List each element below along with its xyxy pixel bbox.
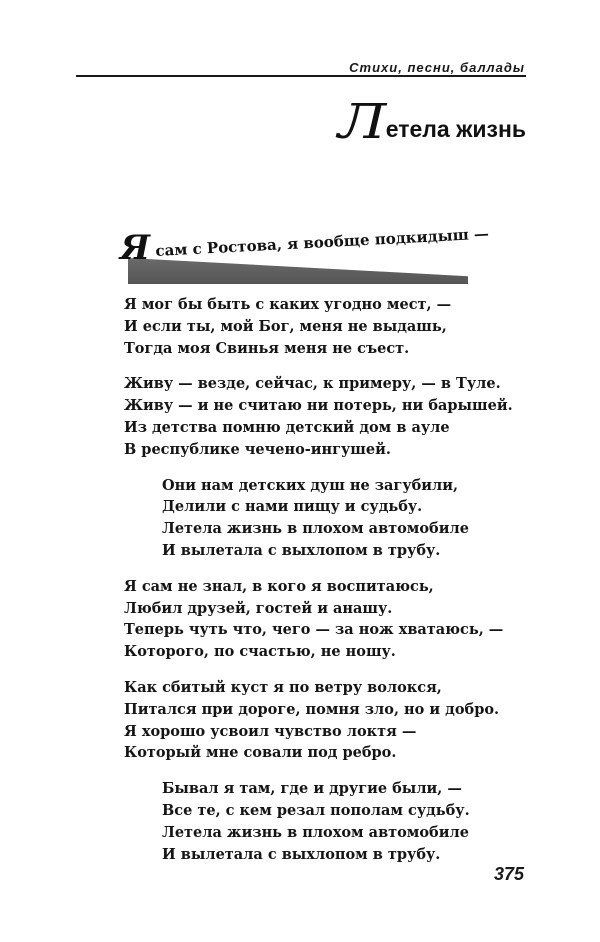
epigraph <box>120 224 490 286</box>
poem-line: Теперь чуть что, чего — за нож хватаюсь, — <box>124 621 504 639</box>
poem-line: Любил друзей, гостей и анашу. <box>124 599 393 617</box>
poem-line: И если ты, мой Бог, меня не выдашь, <box>124 317 447 335</box>
stanza <box>124 778 513 865</box>
poem-line: Летела жизнь в плохом автомобиле <box>162 823 469 841</box>
stanza <box>124 677 513 764</box>
poem-line: Который мне совали под ребро. <box>124 744 397 762</box>
poem-line: Живу — везде, сейчас, к примеру, — в Туле. <box>124 375 501 393</box>
epigraph-text: сам с Ростова, я вообще подкидыш — <box>155 224 490 260</box>
poem-line: В республике чечено-ингушей. <box>124 440 391 458</box>
poem-line: Они нам детских душ не загубили, <box>162 476 459 494</box>
page-number: 375 <box>493 864 524 884</box>
poem-line: Я сам не знал, в кого я воспитаюсь, <box>124 577 434 595</box>
poem-line: Я мог бы быть с каких угодно мест, — <box>124 296 452 313</box>
running-head: Стихи, песни, баллады <box>349 60 525 75</box>
poem-line: Все те, с кем резал пополам судьбу. <box>162 801 470 819</box>
stanza <box>124 576 513 663</box>
poem-line: Летела жизнь в плохом автомобиле <box>162 520 469 538</box>
title-text: етела жизнь <box>385 116 526 142</box>
stanza <box>124 475 513 562</box>
stanza <box>124 373 513 460</box>
poem-line: Питался при дороге, помня зло, но и добро. <box>124 700 500 718</box>
poem-line: Которого, по счастью, не ношу. <box>124 643 396 661</box>
poem-line: Живу — и не считаю ни потерь, ни барышей. <box>124 397 513 415</box>
epigraph-initial: Я <box>120 228 150 268</box>
poem-line: Бывал я там, где и другие были, — <box>162 780 462 798</box>
poem-line: Как сбитый куст я по ветру волокся, <box>124 678 442 696</box>
poem-line: Делили с нами пищу и судьбу. <box>162 498 423 516</box>
epigraph-banner <box>128 258 468 284</box>
poem-body <box>124 294 513 879</box>
poem-line: Я хорошо усвоил чувство локтя — <box>124 722 417 740</box>
poem-line: И вылетала с выхлопом в трубу. <box>162 845 441 863</box>
poem-line: И вылетала с выхлопом в трубу. <box>162 541 441 559</box>
poem-line: Тогда моя Свинья меня не съест. <box>124 339 410 357</box>
poem-line: Из детства помню детский дом в ауле <box>124 418 450 436</box>
title-initial: Л <box>337 94 386 150</box>
header-rule <box>76 75 526 77</box>
stanza <box>124 294 513 359</box>
poem-title <box>337 94 526 150</box>
